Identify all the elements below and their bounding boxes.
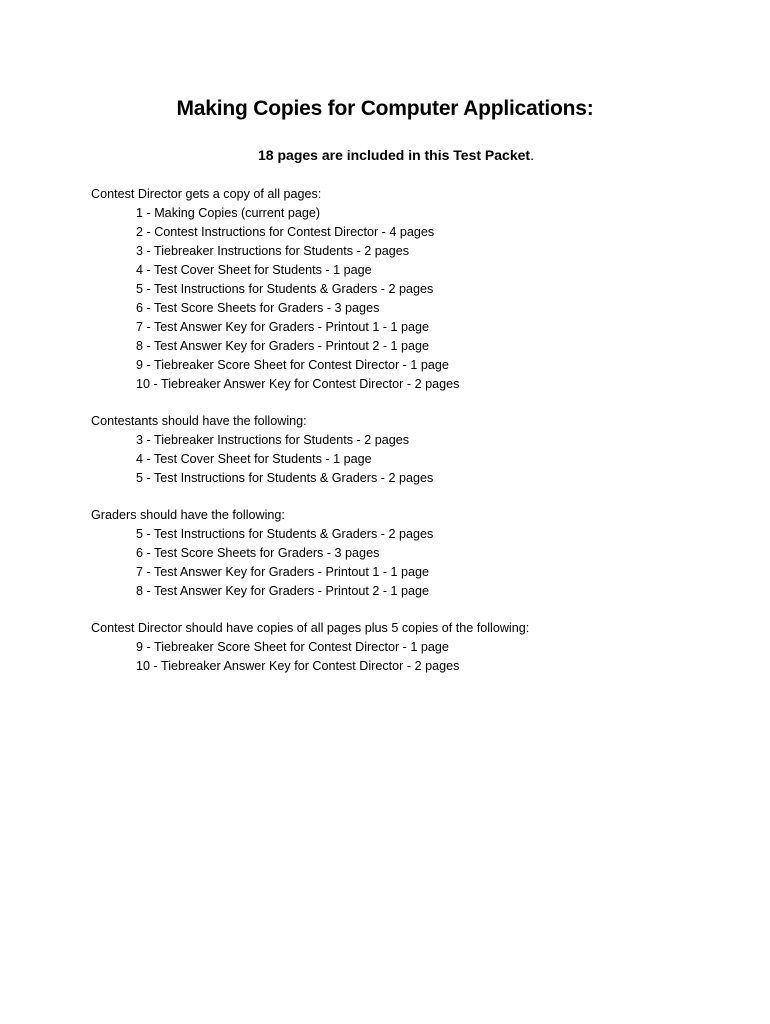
list-item: 3 - Tiebreaker Instructions for Students - 2 pages xyxy=(136,244,410,258)
list-item: 4 - Test Cover Sheet for Students - 1 page xyxy=(136,452,372,466)
list-item: 7 - Test Answer Key for Graders - Printout 1 - 1 page xyxy=(136,565,430,579)
list-item: 1 - Making Copies (current page) xyxy=(136,206,321,220)
section-heading: Contest Director gets a copy of all pages: xyxy=(91,187,322,201)
section-contest-director-extra-copies xyxy=(91,619,731,676)
page-title: Making Copies for Computer Applications: xyxy=(176,97,594,120)
list-item: 10 - Tiebreaker Answer Key for Contest Director - 2 pages xyxy=(136,659,460,673)
list-item: 6 - Test Score Sheets for Graders - 3 pages xyxy=(136,546,380,560)
list-item: 3 - Tiebreaker Instructions for Students - 2 pages xyxy=(136,433,410,447)
list-item: 7 - Test Answer Key for Graders - Printout 1 - 1 page xyxy=(136,320,430,334)
section-heading: Contestants should have the following: xyxy=(91,414,307,428)
section-heading: Contest Director should have copies of all pages plus 5 copies of the following: xyxy=(91,621,530,635)
page-list xyxy=(91,431,731,488)
page-list xyxy=(91,638,731,676)
page-subtitle xyxy=(0,145,770,165)
list-item: 10 - Tiebreaker Answer Key for Contest Director - 2 pages xyxy=(136,377,460,391)
list-item: 8 - Test Answer Key for Graders - Printout 2 - 1 page xyxy=(136,584,430,598)
document-body xyxy=(91,185,731,694)
list-item: 5 - Test Instructions for Students & Graders - 2 pages xyxy=(136,527,434,541)
list-item: 5 - Test Instructions for Students & Graders - 2 pages xyxy=(136,471,434,485)
section-heading: Graders should have the following: xyxy=(91,508,285,522)
page-count-note: 18 pages are included in this Test Packet xyxy=(258,147,531,163)
list-item: 4 - Test Cover Sheet for Students - 1 page xyxy=(136,263,372,277)
section-contestants xyxy=(91,412,731,488)
page-list xyxy=(91,525,731,601)
list-item: 8 - Test Answer Key for Graders - Printout 2 - 1 page xyxy=(136,339,430,353)
page-count-note-period: . xyxy=(530,147,534,163)
list-item: 9 - Tiebreaker Score Sheet for Contest Director - 1 page xyxy=(136,358,449,372)
list-item: 9 - Tiebreaker Score Sheet for Contest Director - 1 page xyxy=(136,640,449,654)
section-contest-director-all-pages xyxy=(91,185,731,394)
list-item: 6 - Test Score Sheets for Graders - 3 pages xyxy=(136,301,380,315)
list-item: 5 - Test Instructions for Students & Graders - 2 pages xyxy=(136,282,434,296)
section-graders xyxy=(91,506,731,601)
page-list xyxy=(91,204,731,394)
list-item: 2 - Contest Instructions for Contest Director - 4 pages xyxy=(136,225,435,239)
